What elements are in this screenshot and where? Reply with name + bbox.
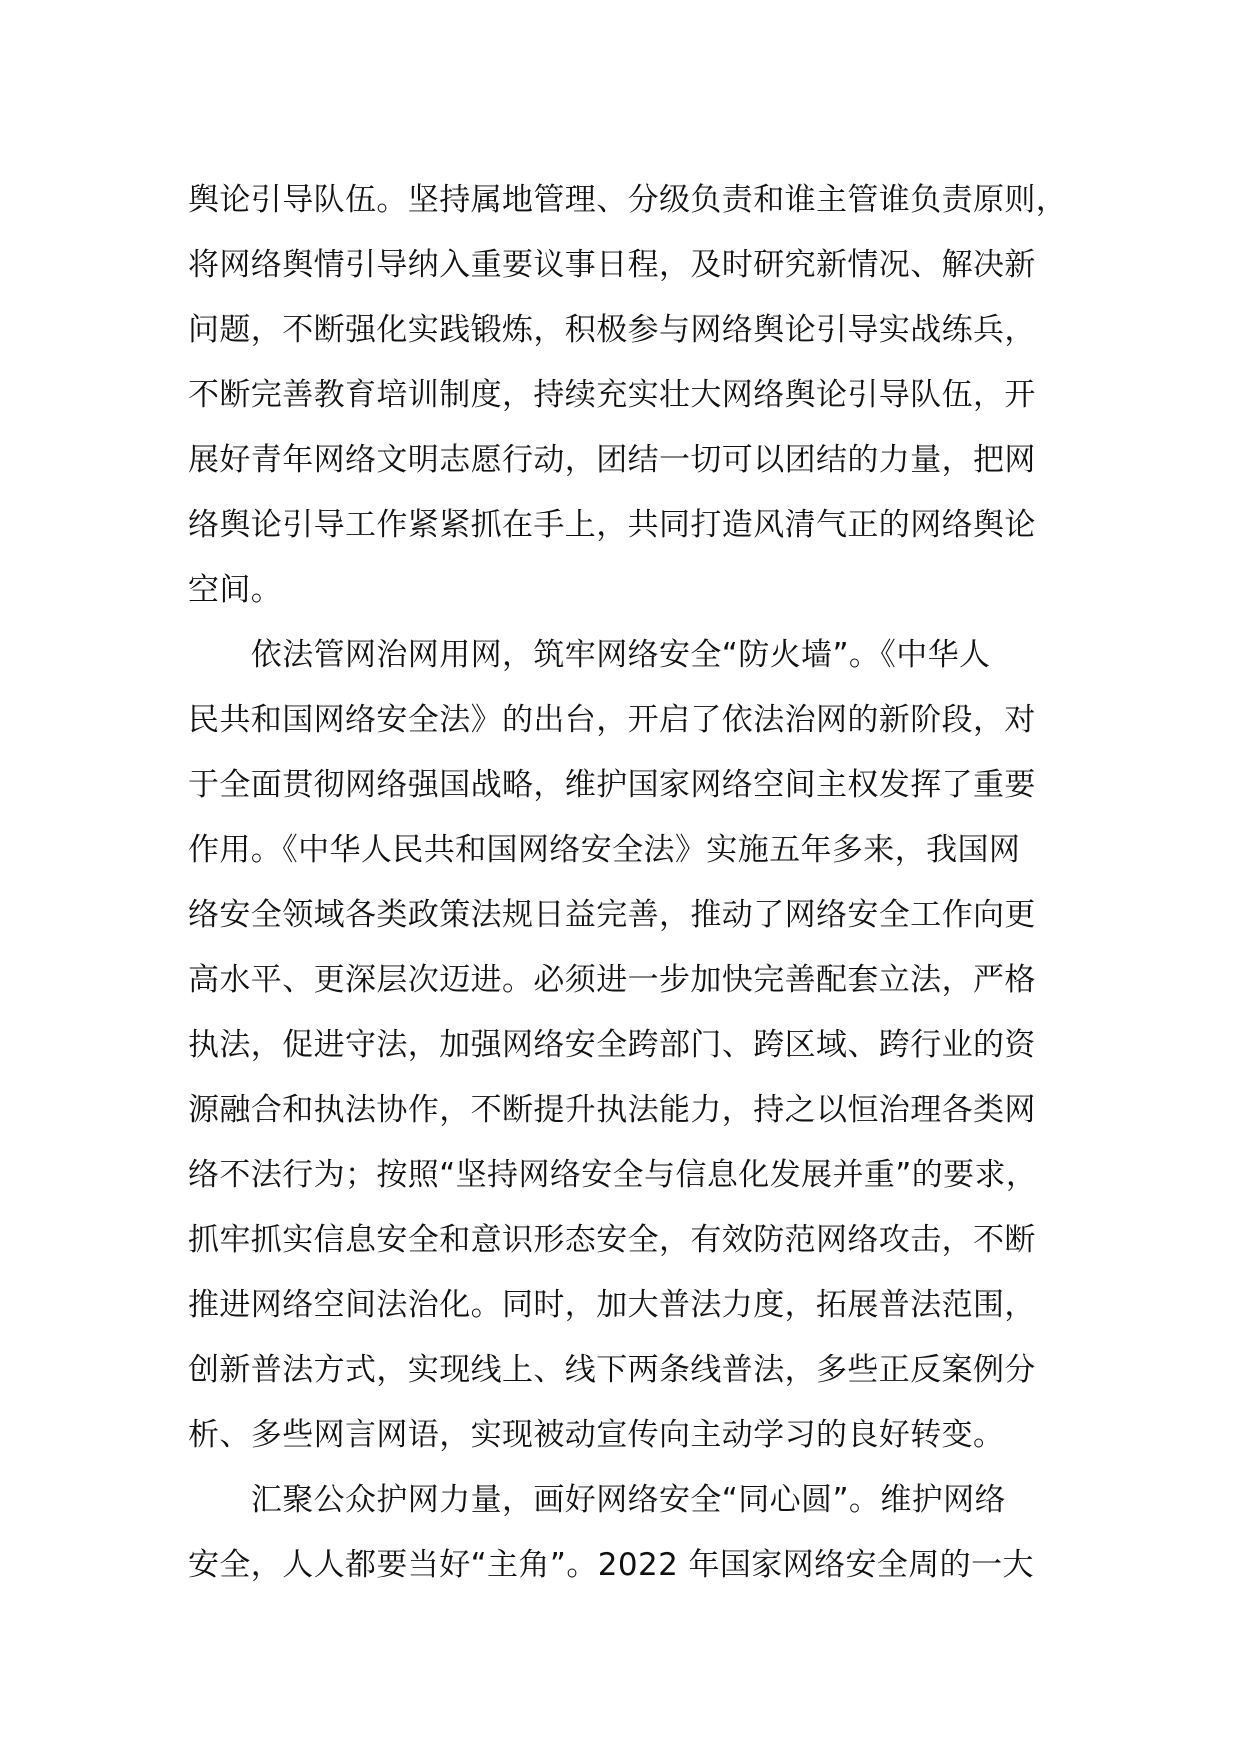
text-line: 源融合和执法协作，不断提升执法能力，持之以恒治理各类网: [188, 1092, 1036, 1128]
text-line: 创新普法方式，实现线上、线下两条线普法，多些正反案例分: [188, 1352, 1036, 1388]
text-line: 推进网络空间法治化。同时，加大普法力度，拓展普法范围，: [188, 1287, 1036, 1323]
text-line: 空间。: [188, 572, 283, 608]
text-line: 不断完善教育培训制度，持续充实壮大网络舆论引导队伍，开: [188, 377, 1036, 413]
paragraph-start-line: 依法管网治网用网，筑牢网络安全“防火墙”。《中华人: [188, 637, 991, 673]
text-line: 作用。《中华人民共和国网络安全法》实施五年多来，我国网: [188, 832, 1021, 868]
text-line: 问题，不断强化实践锻炼，积极参与网络舆论引导实战练兵，: [188, 312, 1036, 348]
text-line: 络舆论引导工作紧紧抓在手上，共同打造风清气正的网络舆论: [188, 507, 1036, 543]
paragraph-start-line: 汇聚公众护网力量，画好网络安全“同心圆”。维护网络: [188, 1482, 1006, 1518]
text-line: 安全，人人都要当好“主角”。2022 年国家网络安全周的一大: [188, 1547, 1034, 1583]
text-line: 高水平、更深层次迈进。必须进一步加快完善配套立法，严格: [188, 962, 1036, 998]
text-line: 于全面贯彻网络强国战略，维护国家网络空间主权发挥了重要: [188, 767, 1036, 803]
text-line: 将网络舆情引导纳入重要议事日程，及时研究新情况、解决新: [188, 247, 1036, 283]
text-line: 展好青年网络文明志愿行动，团结一切可以团结的力量，把网: [188, 442, 1036, 478]
text-line: 民共和国网络安全法》的出台，开启了依法治网的新阶段，对: [188, 702, 1036, 738]
text-line: 抓牢抓实信息安全和意识形态安全，有效防范网络攻击，不断: [188, 1222, 1036, 1258]
text-line: 析、多些网言网语，实现被动宣传向主动学习的良好转变。: [188, 1417, 1005, 1453]
text-line: 执法，促进守法，加强网络安全跨部门、跨区域、跨行业的资: [188, 1027, 1036, 1063]
text-line: 络不法行为；按照“坚持网络安全与信息化发展并重”的要求，: [188, 1157, 1038, 1193]
body-text: [188, 168, 1068, 1598]
text-line: 舆论引导队伍。坚持属地管理、分级负责和谁主管谁负责原则，: [188, 182, 1068, 218]
text-line: 络安全领域各类政策法规日益完善，推动了网络安全工作向更: [188, 897, 1036, 933]
